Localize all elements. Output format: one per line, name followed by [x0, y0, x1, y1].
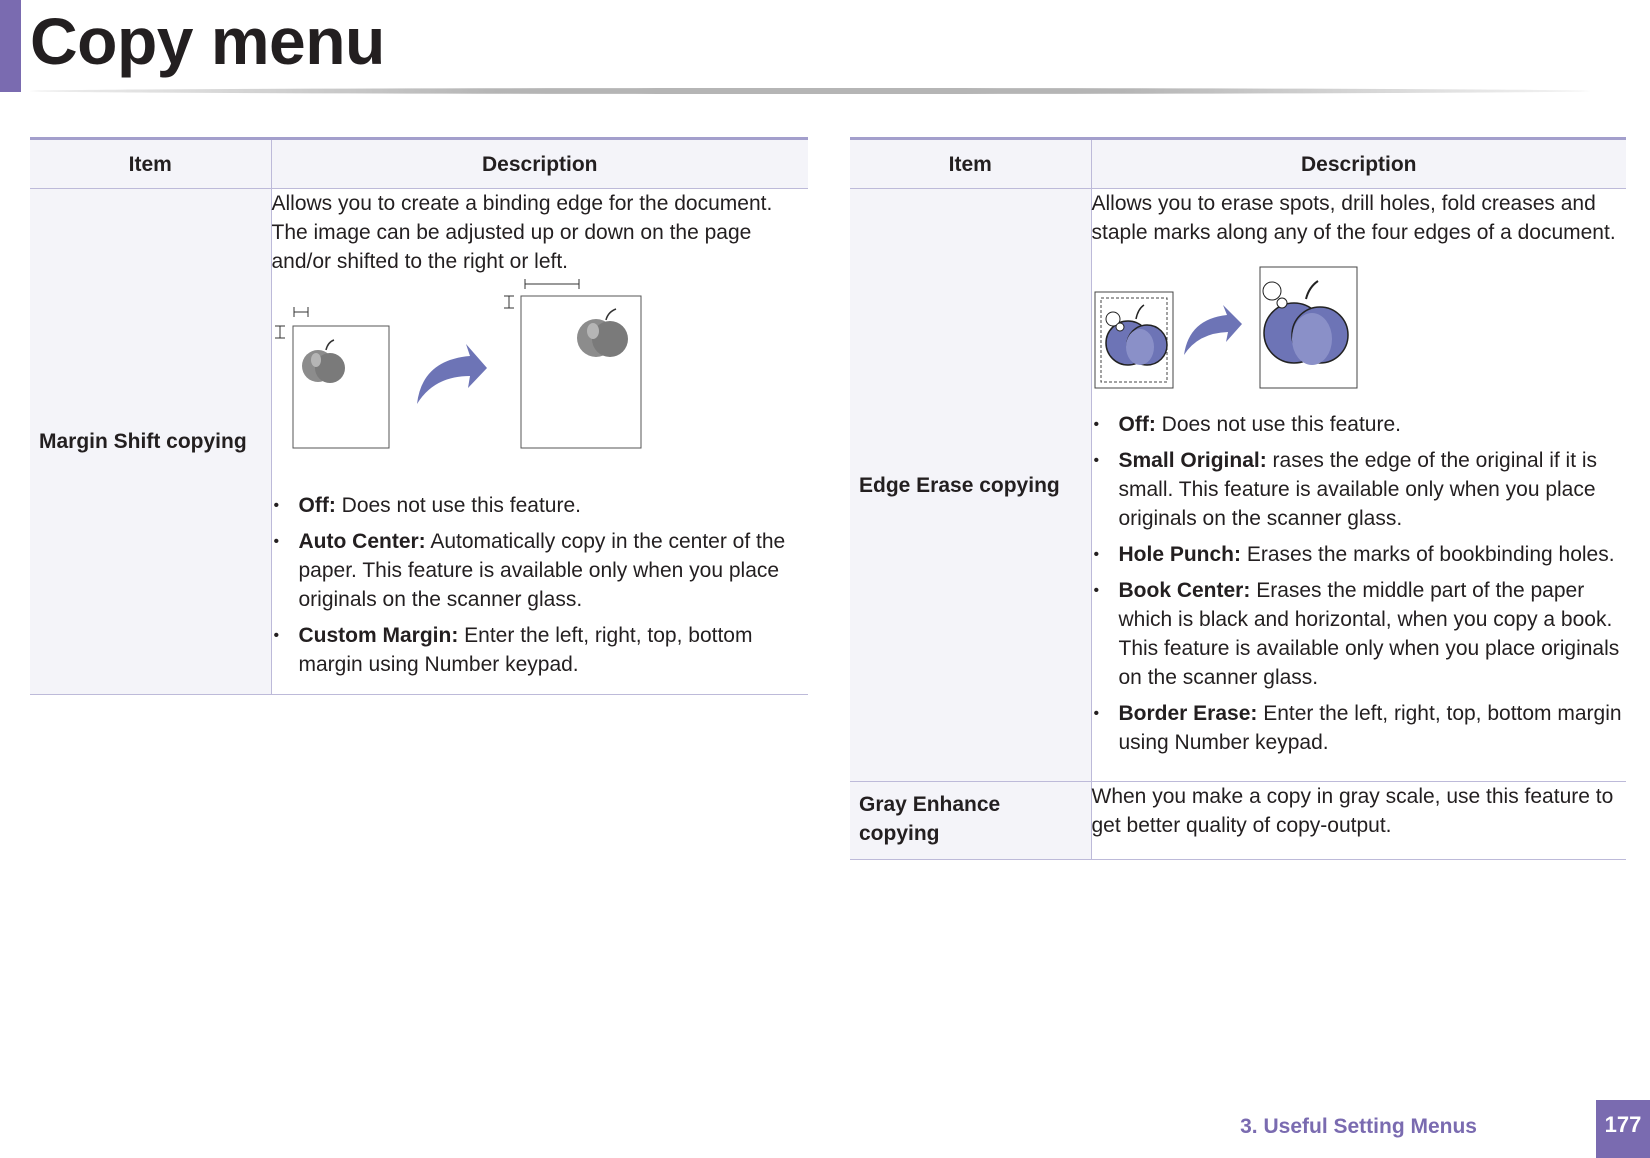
table-row — [850, 189, 1626, 782]
option-text: Enter the left, right, top, bottom margin using Number keypad. — [1118, 702, 1622, 754]
table-header-row — [850, 139, 1626, 189]
margin-shift-illustration — [272, 276, 809, 484]
title-divider — [30, 88, 1590, 94]
option-text: Erases the middle part of the paper which is black and horizontal, when you copy a book. This feature is available only when you place originals on the scanner glass. — [1118, 579, 1620, 689]
title-accent-bar — [0, 0, 21, 92]
option-name: Hole Punch: — [1118, 543, 1242, 566]
item-gray-enhance-copying: Gray Enhance copying — [850, 782, 1091, 860]
margin-shift-diagram — [272, 276, 792, 484]
option-text: Does not use this feature. — [1155, 413, 1401, 436]
option-list — [272, 491, 809, 679]
option-name: Small Original: — [1118, 449, 1267, 472]
option-name: Book Center: — [1118, 579, 1251, 602]
edge-erase-diagram — [1092, 247, 1612, 403]
page-title: Copy menu — [30, 4, 385, 78]
column-header-item: Item — [850, 139, 1091, 189]
edge-erase-illustration — [1092, 247, 1627, 403]
option-text: Automatically copy in the center of the paper. This feature is available only when you place originals on the scanner glass. — [298, 530, 786, 611]
list-item: • Border Erase: Enter the left, right, top, bottom margin using Number keypad. — [1093, 702, 1622, 754]
description-cell — [1091, 782, 1626, 860]
list-item: • Auto Center: Automatically copy in the center of the paper. This feature is available only when you place originals on the scanner glass. — [273, 530, 786, 611]
description-intro: Allows you to create a binding edge for the document. The image can be adjusted up or down on the page and/or shifted to the right or left. — [271, 192, 773, 273]
column-header-item: Item — [30, 139, 271, 189]
right-spec-table — [850, 137, 1626, 860]
option-text: rases the edge of the original if it is small. This feature is available only when you place originals on the scanner glass. — [1118, 449, 1598, 530]
table-row — [30, 189, 808, 695]
list-item: • Off: Does not use this feature. — [273, 494, 581, 517]
option-name: Border Erase: — [1118, 702, 1258, 725]
table-header-row — [30, 139, 808, 189]
left-spec-table — [30, 137, 808, 695]
column-header-description: Description — [1091, 139, 1626, 189]
description-cell — [271, 189, 808, 695]
description-intro: When you make a copy in gray scale, use this feature to get better quality of copy-output. — [1091, 785, 1614, 837]
item-edge-erase-copying: Edge Erase copying — [850, 189, 1091, 782]
description-intro: Allows you to erase spots, drill holes, fold creases and staple marks along any of the four edges of a document. — [1091, 192, 1616, 244]
option-text: Enter the left, right, top, bottom margin using Number keypad. — [298, 624, 753, 676]
column-header-description: Description — [271, 139, 808, 189]
list-item: • Custom Margin: Enter the left, right, top, bottom margin using Number keypad. — [273, 624, 753, 676]
option-list — [1092, 410, 1627, 757]
item-margin-shift-copying: Margin Shift copying — [30, 189, 271, 695]
option-name: Off: — [1118, 413, 1156, 436]
table-row — [850, 782, 1626, 860]
option-name: Auto Center: — [298, 530, 426, 553]
option-text: Erases the marks of bookbinding holes. — [1241, 543, 1615, 566]
list-item: • Book Center: Erases the middle part of the paper which is black and horizontal, when you copy a book. This feature is available only when you place originals on the scanner glass. — [1093, 579, 1620, 689]
page-number: 177 — [1596, 1100, 1650, 1158]
list-item: • Small Original: rases the edge of the original if it is small. This feature is available only when you place originals on the scanner glass. — [1093, 449, 1598, 530]
footer-section-label: 3. Useful Setting Menus — [1240, 1115, 1477, 1138]
option-name: Custom Margin: — [298, 624, 459, 647]
option-text: Does not use this feature. — [335, 494, 581, 517]
list-item: • Hole Punch: Erases the marks of bookbinding holes. — [1093, 543, 1615, 566]
option-name: Off: — [298, 494, 336, 517]
list-item: • Off: Does not use this feature. — [1093, 413, 1401, 436]
description-cell — [1091, 189, 1626, 782]
